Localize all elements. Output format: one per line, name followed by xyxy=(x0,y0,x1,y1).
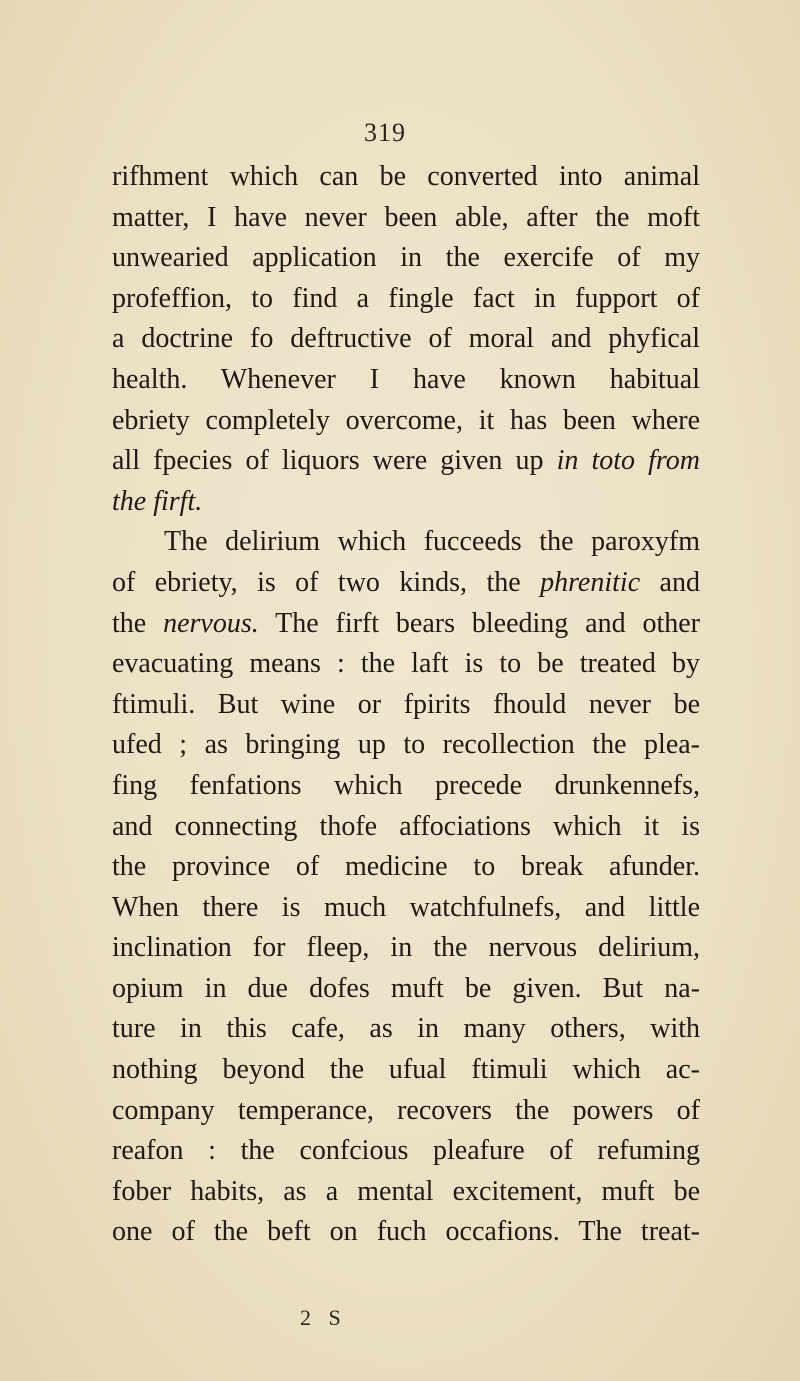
text-line xyxy=(112,441,700,482)
text-line xyxy=(112,279,700,320)
italic-text: in toto from xyxy=(556,445,701,477)
text-segment: fober habits, as a mental excitement, muft be xyxy=(112,1175,700,1207)
text-line xyxy=(112,482,700,523)
text-segment: unwearied application in the exercife of my xyxy=(112,242,700,274)
text-segment: rifhment which can be converted into animal xyxy=(112,161,700,192)
body-text xyxy=(112,157,700,1253)
text-line xyxy=(112,725,700,766)
text-line xyxy=(112,969,700,1010)
text-line xyxy=(112,807,700,848)
text-segment: health. Whenever I have known habitual xyxy=(112,363,700,395)
text-line xyxy=(112,319,700,360)
text-line xyxy=(112,847,700,888)
text-segment: ture in this cafe, as in many others, with xyxy=(112,1013,700,1045)
text-line xyxy=(112,1009,700,1050)
text-line xyxy=(112,888,700,929)
italic-text: nervous. xyxy=(163,607,259,639)
text-segment: a doctrine fo deftructive of moral and phyfical xyxy=(112,323,700,355)
text-segment: ftimuli. But wine or fpirits fhould never be xyxy=(112,688,700,720)
text-segment: evacuating means : the laft is to be treated by xyxy=(112,648,700,680)
text-segment: The delirium which fucceeds the paroxyfm xyxy=(164,526,700,558)
text-segment: When there is much watchfulnefs, and little xyxy=(112,891,700,923)
text-line xyxy=(112,685,700,726)
text-line xyxy=(112,401,700,442)
text-segment: fing fenfations which precede drunkennefs, xyxy=(112,769,700,801)
text-line xyxy=(112,1212,700,1253)
text-line xyxy=(112,766,700,807)
text-segment: nothing beyond the ufual ftimuli which ac- xyxy=(112,1054,700,1086)
text-segment: reafon : the confcious pleafure of refuming xyxy=(112,1135,700,1167)
text-line xyxy=(112,604,700,645)
text-segment: all fpecies of liquors were given up xyxy=(112,445,557,477)
text-line xyxy=(112,1131,700,1172)
text-line xyxy=(112,360,700,401)
text-segment: and connecting thofe affociations which it is xyxy=(112,810,700,842)
text-segment: the xyxy=(112,607,164,639)
text-segment: matter, I have never been able, after the moft xyxy=(112,201,700,233)
text-line xyxy=(112,198,700,239)
text-segment: ebriety completely overcome, it has been where xyxy=(112,404,700,436)
text-segment: profeffion, to find a fingle fact in fupport of xyxy=(112,282,700,314)
text-line xyxy=(112,522,700,563)
text-segment: of ebriety, is of two kinds, the xyxy=(112,566,541,598)
text-segment: ufed ; as bringing up to recollection the plea- xyxy=(112,729,700,761)
page-number: 319 xyxy=(364,118,406,147)
italic-text: phrenitic xyxy=(540,566,641,598)
text-segment: company temperance, recovers the powers of xyxy=(112,1094,700,1126)
text-segment: The firft bears bleeding and other xyxy=(258,607,700,639)
text-line xyxy=(112,644,700,685)
text-line xyxy=(112,238,700,279)
text-line xyxy=(112,928,700,969)
text-line xyxy=(112,1091,700,1132)
text-segment: and xyxy=(640,566,700,598)
text-line xyxy=(112,1050,700,1091)
italic-text: the firft. xyxy=(112,485,203,517)
text-segment: the province of medicine to break afunder. xyxy=(112,851,700,883)
text-line xyxy=(112,1172,700,1213)
text-segment: one of the beft on fuch occafions. The treat- xyxy=(112,1216,700,1248)
text-segment: inclination for fleep, in the nervous delirium, xyxy=(112,932,700,964)
signature-mark: 2 S xyxy=(300,1305,347,1330)
text-line xyxy=(112,157,700,198)
text-line xyxy=(112,563,700,604)
text-segment: opium in due dofes muft be given. But na- xyxy=(112,972,700,1004)
